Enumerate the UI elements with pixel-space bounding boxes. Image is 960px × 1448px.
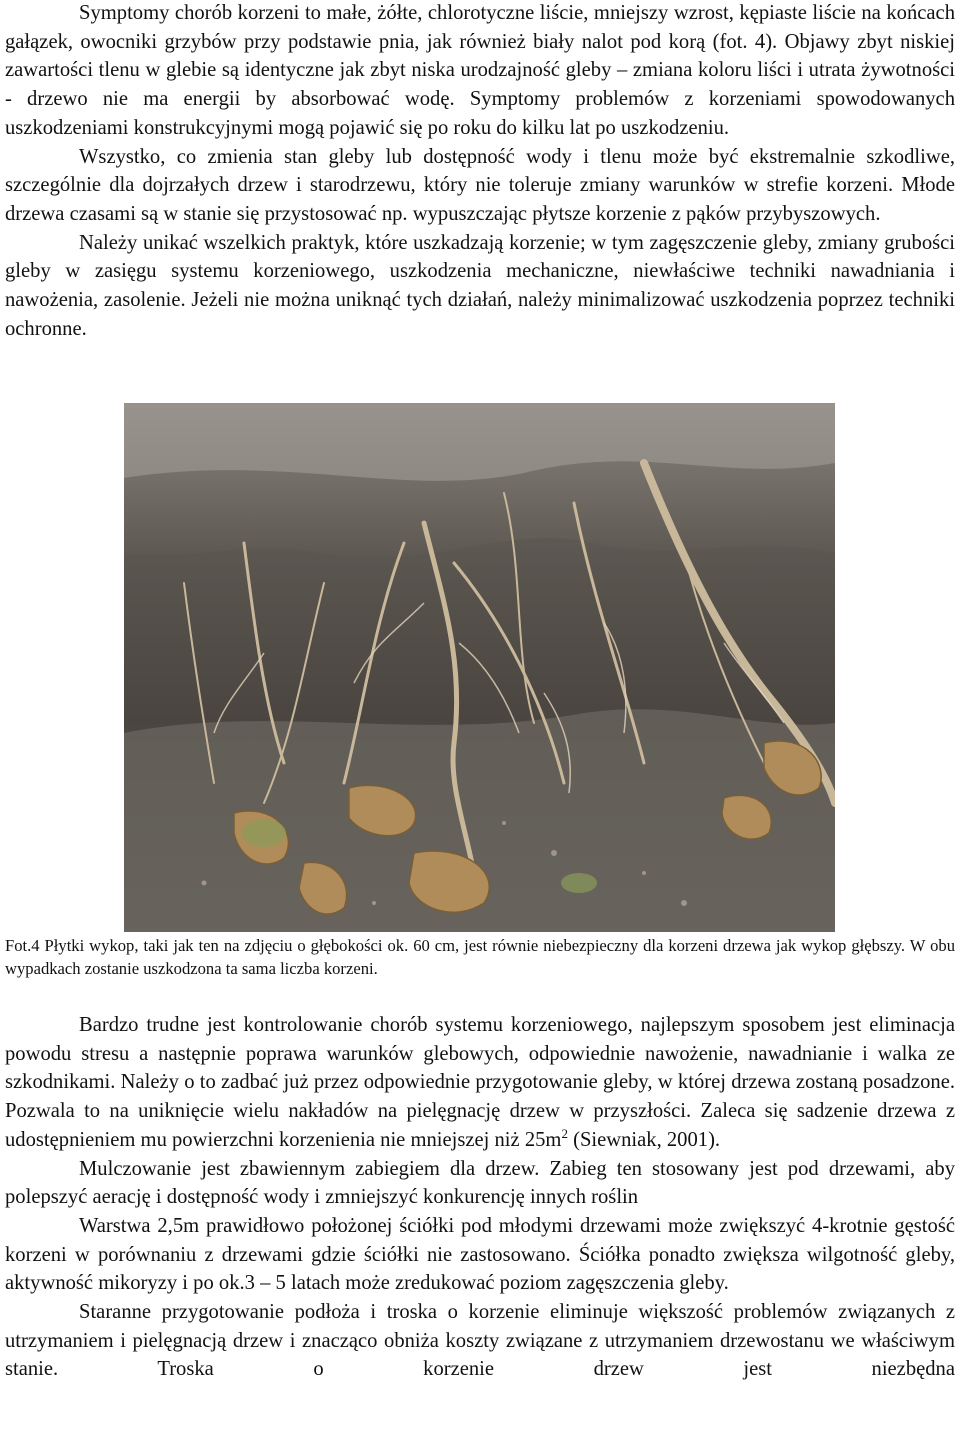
photo-caption: Fot.4 Płytki wykop, taki jak ten na zdjęciu o głębokości ok. 60 cm, jest równie niebezpieczny dla korzeni drzewa jak wykop głębszy. W obu wypadkach zostanie uszkodzona ta sama liczba korzeni. xyxy=(5,936,955,978)
citation-siewniak: (Siewniak, 2001). xyxy=(567,1128,721,1151)
paragraph-avoid-practices: Należy unikać wszelkich praktyk, które uszkadzają korzenie; w tym zagęszczenie gleby, zmiany grubości gleby w zasięgu systemu korzeniowego, uszkodzenia mechaniczne, niewłaściwe techniki nawadniania i nawożenia, zasolenie. Jeżeli nie można uniknąć tych działań, należy minimalizować uszkodzenia poprzez techniki ochronne. xyxy=(5,231,955,340)
paragraph-soil-preparation: Staranne przygotowanie podłoża i troska o korzenie eliminuje większość problemów związanych z utrzymaniem i pielęgnacją drzew i znacząco obniża koszty związane z utrzymaniem drzewostanu we właściwym stanie. Troska o korzenie drzew jest niezbędna xyxy=(5,1301,955,1381)
paragraph-mulch-layer: Warstwa 2,5m prawidłowo położonej ściółki pod młodymi drzewami może zwiększyć 4-krotnie gęstość korzeni w porównaniu z drzewami gdzie ściółki nie zastosowano. Ściółka ponadto zwiększa wilgotność gleby, aktywność mikoryzy i po ok.3 – 5 latach może zredukować poziom zagęszczenia gleby. xyxy=(5,1214,955,1295)
paragraph-root-symptoms: Symptomy chorób korzeni to małe, żółte, chlorotyczne liście, mniejszy wzrost, kępiaste liście na końcach gałązek, owocniki grzybów przy podstawie pnia, jak również biały nalot pod korą (fot. 4). Objawy zbyt niskiej zawartości tlenu w glebie są identyczne jak zbyt niska urodzajność gleby – zmiana koloru liści i utrata żywotności - drzewo nie ma energii by absorbować wodę. Symptomy problemów z korzeniami spowodowanych uszkodzeniami konstrukcyjnymi mogą pojawić się po roku do kilku lat po uszkodzeniu. xyxy=(5,2,955,139)
paragraph-root-disease-control-text: Bardzo trudne jest kontrolowanie chorób systemu korzeniowego, najlepszym sposobem jest eliminacja powodu stresu a następnie poprawa warunków glebowych, odpowiednie nawożenie, nawadnianie i walka ze szkodnikami. Należy o to zadbać już przez odpowiednie przygotowanie gleby, w której drzewa zostaną posadzone. Pozwala to na uniknięcie wielu nakładów na pielęgnację drzew w przyszłości. Zaleca się sadzenie drzewa z udostępnieniem mu powierzchni korzenienia nie mniejszej niż 25m xyxy=(5,1014,955,1151)
paragraph-mulching: Mulczowanie jest zbawiennym zabiegiem dla drzew. Zabieg ten stosowany jest pod drzewami, aby polepszyć aerację i dostępność wody i zmniejszyć konkurencję innych roślin xyxy=(5,1157,955,1209)
body-text-top xyxy=(5,0,955,343)
root-excavation-photo xyxy=(124,403,835,932)
paragraph-soil-changes: Wszystko, co zmienia stan gleby lub dostępność wody i tlenu może być ekstremalnie szkodliwe, szczególnie dla dojrzałych drzew i starodrzewu, który nie toleruje zmiany warunków w strefie korzeni. Młode drzewa czasami są w stanie się przystosować np. wypuszczając płytsze korzenie z pąków przybyszowych. xyxy=(5,145,955,225)
paragraph-root-disease-control xyxy=(5,1011,955,1155)
superscript-two: 2 xyxy=(561,1125,568,1141)
body-text-bottom xyxy=(5,1011,955,1384)
